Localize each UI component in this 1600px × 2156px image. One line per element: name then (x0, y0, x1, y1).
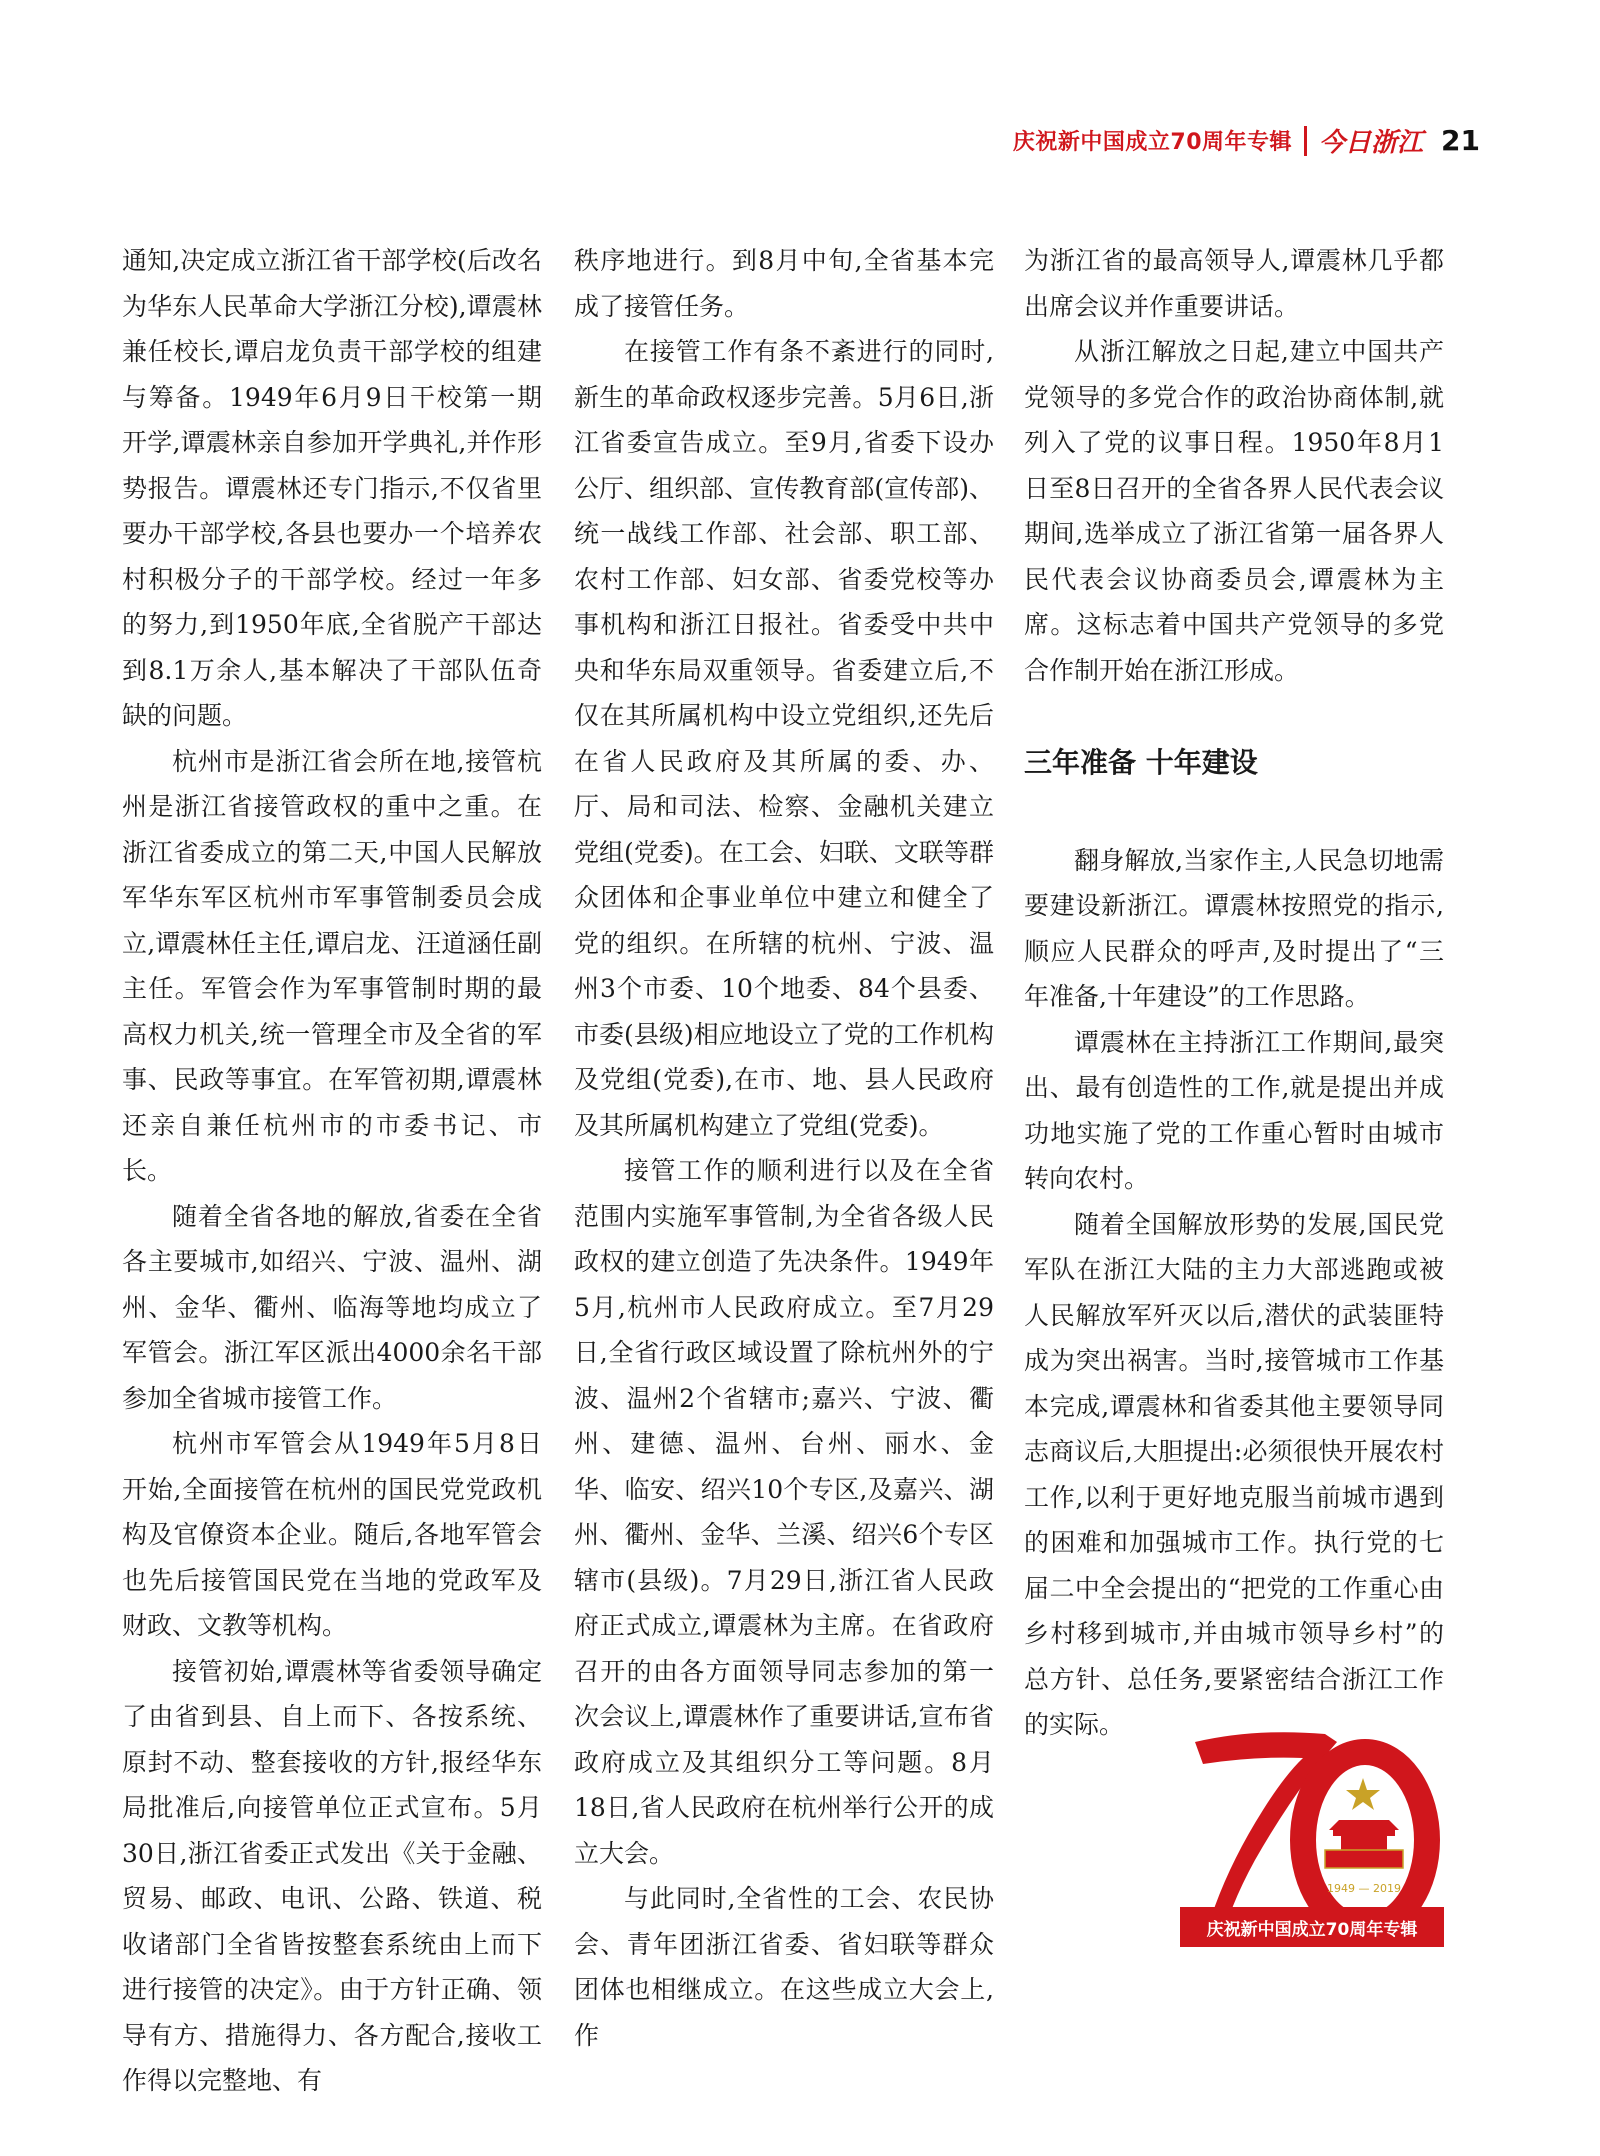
paragraph: 秩序地进行。到8月中旬,全省基本完成了接管任务。 (574, 246, 994, 321)
page-number: 21 (1441, 124, 1480, 157)
paragraph: 杭州市军管会从1949年5月8日开始,全面接管在杭州的国民党党政机构及官僚资本企业。随后,各地军管会也先后接管国民党在当地的党政军及财政、文教等机构。 (122, 1429, 542, 1640)
paragraph: 在接管工作有条不紊进行的同时,新生的革命政权逐步完善。5月6日,浙江省委宣告成立。至9月,省委下设办公厅、组织部、宣传教育部(宣传部)、统一战线工作部、社会部、职工部、农村工作部、妇女部、省委党校等办事机构和浙江日报社。省委受中共中央和华东局双重领导。省委建立后,不仅在其所属机构中设立党组织,还先后在省人民政府及其所属的委、办、厅、局和司法、检察、金融机关建立党组(党委)。在工会、妇联、文联等群众团体和企事业单位中建立和健全了党的组织。在所辖的杭州、宁波、温州3个市委、10个地委、84个县委、市委(县级)相应地设立了党的工作机构及党组(党委),在市、地、县人民政府及其所属机构建立了党组(党委)。 (574, 337, 994, 1140)
section-heading: 三年准备 十年建设 (1024, 746, 1258, 779)
tiananmen-icon (1325, 1820, 1403, 1868)
paragraph: 通知,决定成立浙江省干部学校(后改名为华东人民革命大学浙江分校),谭震林兼任校长,谭启龙负责干部学校的组建与筹备。1949年6月9日干校第一期开学,谭震林亲自参加开学典礼,并作形势报告。谭震林还专门指示,不仅省里要办干部学校,各县也要办一个培养农村积极分子的干部学校。经过一年多的努力,到1950年底,全省脱产干部达到8.1万余人,基本解决了干部队伍奇缺的问题。 (122, 246, 542, 730)
text-column-3 (1024, 238, 1444, 1748)
paragraph: 随着全国解放形势的发展,国民党军队在浙江大陆的主力大部逃跑或被人民解放军歼灭以后,潜伏的武装匪特成为突出祸害。当时,接管城市工作基本完成,谭震林和省委其他主要领导同志商议后,大胆提出:必须很快开展农村工作,以利于更好地克服当前城市遇到的困难和加强城市工作。执行党的七届二中全会提出的“把党的工作重心由乡村移到城市,并由城市领导乡村”的总方针、总任务,要紧密结合浙江工作的实际。 (1024, 1209, 1444, 1739)
paragraph: 随着全省各地的解放,省委在全省各主要城市,如绍兴、宁波、温州、湖州、金华、衢州、临海等地均成立了军管会。浙江军区派出4000余名干部参加全省城市接管工作。 (122, 1201, 542, 1413)
magazine-logo: 今日浙江 (1319, 128, 1424, 158)
star-icon (1346, 1778, 1380, 1810)
header-divider (1304, 126, 1307, 156)
emblem-years: 1949 — 2019 (1327, 1882, 1401, 1895)
header-title: 庆祝新中国成立70周年专辑 (1012, 130, 1293, 155)
paragraph: 接管初始,谭震林等省委领导确定了由省到县、自上而下、各按系统、原封不动、整套接收的方针,报经华东局批准后,向接管单位正式宣布。5月30日,浙江省委正式发出《关于金融、贸易、邮政、电讯、公路、铁道、税收诸部门全省皆按整套系统由上而下进行接管的决定》。由于方针正确、领导有方、措施得力、各方配合,接收工作得以完整地、有 (122, 1656, 542, 2095)
paragraph: 与此同时,全省性的工会、农民协会、青年团浙江省委、省妇联等群众团体也相继成立。在这些成立大会上,作 (574, 1884, 994, 2050)
text-column-2 (574, 238, 994, 2058)
paragraph: 谭震林在主持浙江工作期间,最突出、最有创造性的工作,就是提出并成功地实施了党的工作重心暂时由城市转向农村。 (1024, 1027, 1444, 1193)
paragraph: 为浙江省的最高领导人,谭震林几乎都出席会议并作重要讲话。 (1024, 246, 1444, 321)
emblem-caption: 庆祝新中国成立70周年专辑 (1180, 1907, 1444, 1947)
paragraph: 翻身解放,当家作主,人民急切地需要建设新浙江。谭震林按照党的指示,顺应人民群众的呼声,及时提出了“三年准备,十年建设”的工作思路。 (1024, 845, 1444, 1011)
text-column-1 (122, 238, 542, 2104)
paragraph: 杭州市是浙江省会所在地,接管杭州是浙江省接管政权的重中之重。在浙江省委成立的第二天,中国人民解放军华东军区杭州市军事管制委员会成立,谭震林任主任,谭启龙、汪道涵任副主任。军管会作为军事管制时期的最高权力机关,统一管理全市及全省的军事、民政等事宜。在军管初期,谭震林还亲自兼任杭州市的市委书记、市长。 (122, 746, 542, 1185)
page-header (1013, 122, 1480, 159)
paragraph: 接管工作的顺利进行以及在全省范围内实施军事管制,为全省各级人民政权的建立创造了先决条件。1949年5月,杭州市人民政府成立。至7月29日,全省行政区域设置了除杭州外的宁波、温州2个省辖市;嘉兴、宁波、衢州、建德、温州、台州、丽水、金华、临安、绍兴10个专区,及嘉兴、湖州、衢州、金华、兰溪、绍兴6个专区辖市(县级)。7月29日,浙江省人民政府正式成立,谭震林为主席。在省政府召开的由各方面领导同志参加的第一次会议上,谭震林作了重要讲话,宣布省政府成立及其组织分工等问题。8月18日,省人民政府在杭州举行公开的成立大会。 (574, 1156, 994, 1868)
paragraph: 从浙江解放之日起,建立中国共产党领导的多党合作的政治协商体制,就列入了党的议事日程。1950年8月1日至8日召开的全省各界人民代表会议期间,选举成立了浙江省第一届各界人民代表会议协商委员会,谭震林为主席。这标志着中国共产党领导的多党合作制开始在浙江形成。 (1024, 337, 1444, 685)
